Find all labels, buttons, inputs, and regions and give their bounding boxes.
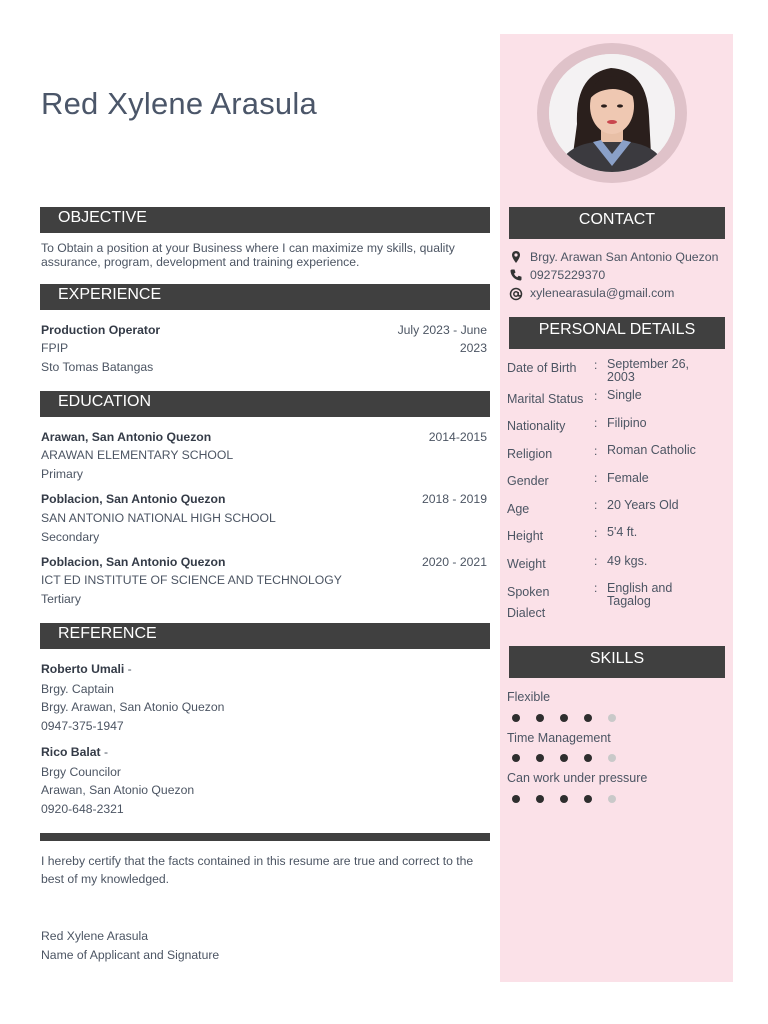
skill-dot-filled [512,754,520,762]
personal-label-dialect: Spoken Dialect [507,585,550,620]
contact-email: xylenearasula@gmail.com [530,286,675,300]
certification-line-2: best of my knowledged. [41,872,170,886]
personal-label-dob: Date of Birth [507,361,577,375]
education-place: Poblacion, San Antonio Quezon [41,555,226,569]
personal-separator: : [594,554,598,568]
contact-address: Brgy. Arawan San Antonio Quezon [530,250,719,264]
skill-name: Flexible [507,690,551,704]
skill-dot-filled [536,754,544,762]
location-pin-icon [509,250,523,264]
objective-header: OBJECTIVE [40,207,490,233]
experience-header: EXPERIENCE [40,284,490,310]
skill-dot-filled [584,754,592,762]
personal-label-weight: Weight [507,557,546,571]
personal-separator: : [594,498,598,512]
personal-value-height: 5'4 ft. [607,525,638,539]
personal-separator: : [594,526,598,540]
skill-rating [512,714,632,724]
skill-dot-filled [584,714,592,722]
personal-details-header: PERSONAL DETAILS [509,317,725,349]
reference-name-line [41,662,132,676]
skill-dot-filled [536,795,544,803]
personal-value-dob: September 26, 2003 [607,357,689,384]
personal-label-religion: Religion [507,447,553,461]
skill-rating [512,754,632,764]
education-years: 2018 - 2019 [421,492,487,506]
skill-dot-filled [560,754,568,762]
education-school: ICT ED INSTITUTE OF SCIENCE AND TECHNOLOGY [41,573,342,587]
personal-label-height: Height [507,529,544,543]
skill-dot-filled [512,795,520,803]
skill-dot-empty [608,754,616,762]
skills-header: SKILLS [509,646,725,678]
reference-name-line [41,745,108,759]
certification-line-1: I hereby certify that the facts contained in this resume are true and correct to the [41,854,474,868]
reference-dash: - [124,662,132,676]
profile-photo [549,54,675,172]
section-divider [40,833,490,841]
reference-phone: 0947-375-1947 [41,719,124,733]
education-level: Primary [41,467,83,481]
reference-name: Roberto Umali [41,662,125,676]
personal-label-marital-status: Marital Status [507,392,584,406]
education-level: Tertiary [41,592,81,606]
reference-phone: 0920-648-2321 [41,802,124,816]
reference-name: Rico Balat [41,745,101,759]
reference-header: REFERENCE [40,623,490,649]
reference-dash: - [100,745,109,759]
education-years: 2020 - 2021 [421,555,487,569]
skill-rating [512,795,632,805]
personal-value-age: 20 Years Old [607,498,679,512]
personal-label-gender: Gender [507,474,549,488]
personal-value-nationality: Filipino [607,416,647,430]
skill-dot-empty [608,714,616,722]
education-level: Secondary [41,530,100,544]
education-years: 2014-2015 [428,430,487,444]
objective-line-2: assurance, program, development and training experience. [41,255,360,269]
skill-dot-filled [536,714,544,722]
at-sign-icon [509,287,523,301]
contact-phone: 09275229370 [530,268,606,282]
contact-header: CONTACT [509,207,725,239]
skill-dot-filled [512,714,520,722]
personal-value-gender: Female [607,471,649,485]
personal-value-dialect: English and Tagalog [607,581,673,608]
personal-separator: : [594,416,598,430]
signature-name: Red Xylene Arasula [41,929,149,943]
skill-dot-empty [608,795,616,803]
signature-caption: Name of Applicant and Signature [41,948,220,962]
skill-name: Time Management [507,731,611,745]
skill-name: Can work under pressure [507,771,648,785]
personal-separator: : [594,389,598,403]
personal-label-nationality: Nationality [507,419,566,433]
experience-date-line-2: 2023 [459,341,487,355]
personal-separator: : [594,444,598,458]
skill-dot-filled [560,714,568,722]
experience-location: Sto Tomas Batangas [41,360,154,374]
reference-address: Arawan, San Atonio Quezon [41,783,195,797]
phone-icon [509,268,523,282]
objective-line-1: To Obtain a position at your Business where I can maximize my skills, quality [41,241,455,255]
personal-value-marital-status: Single [607,388,642,402]
experience-title: Production Operator [41,323,161,337]
education-place: Poblacion, San Antonio Quezon [41,492,226,506]
personal-separator: : [594,581,598,595]
reference-address: Brgy. Arawan, San Atonio Quezon [41,700,225,714]
reference-position: Brgy. Captain [41,682,114,696]
skill-dot-filled [560,795,568,803]
education-header: EDUCATION [40,391,490,417]
education-school: ARAWAN ELEMENTARY SCHOOL [41,448,234,462]
reference-position: Brgy Councilor [41,765,121,779]
experience-date-line-1: July 2023 - June [397,323,487,337]
personal-separator: : [594,358,598,372]
education-place: Arawan, San Antonio Quezon [41,430,212,444]
personal-value-religion: Roman Catholic [607,443,696,457]
education-school: SAN ANTONIO NATIONAL HIGH SCHOOL [41,511,276,525]
skill-dot-filled [584,795,592,803]
experience-company: FPIP [41,341,69,355]
personal-value-weight: 49 kgs. [607,554,648,568]
personal-label-age: Age [507,502,530,516]
personal-separator: : [594,471,598,485]
applicant-name: Red Xylene Arasula [41,86,317,121]
